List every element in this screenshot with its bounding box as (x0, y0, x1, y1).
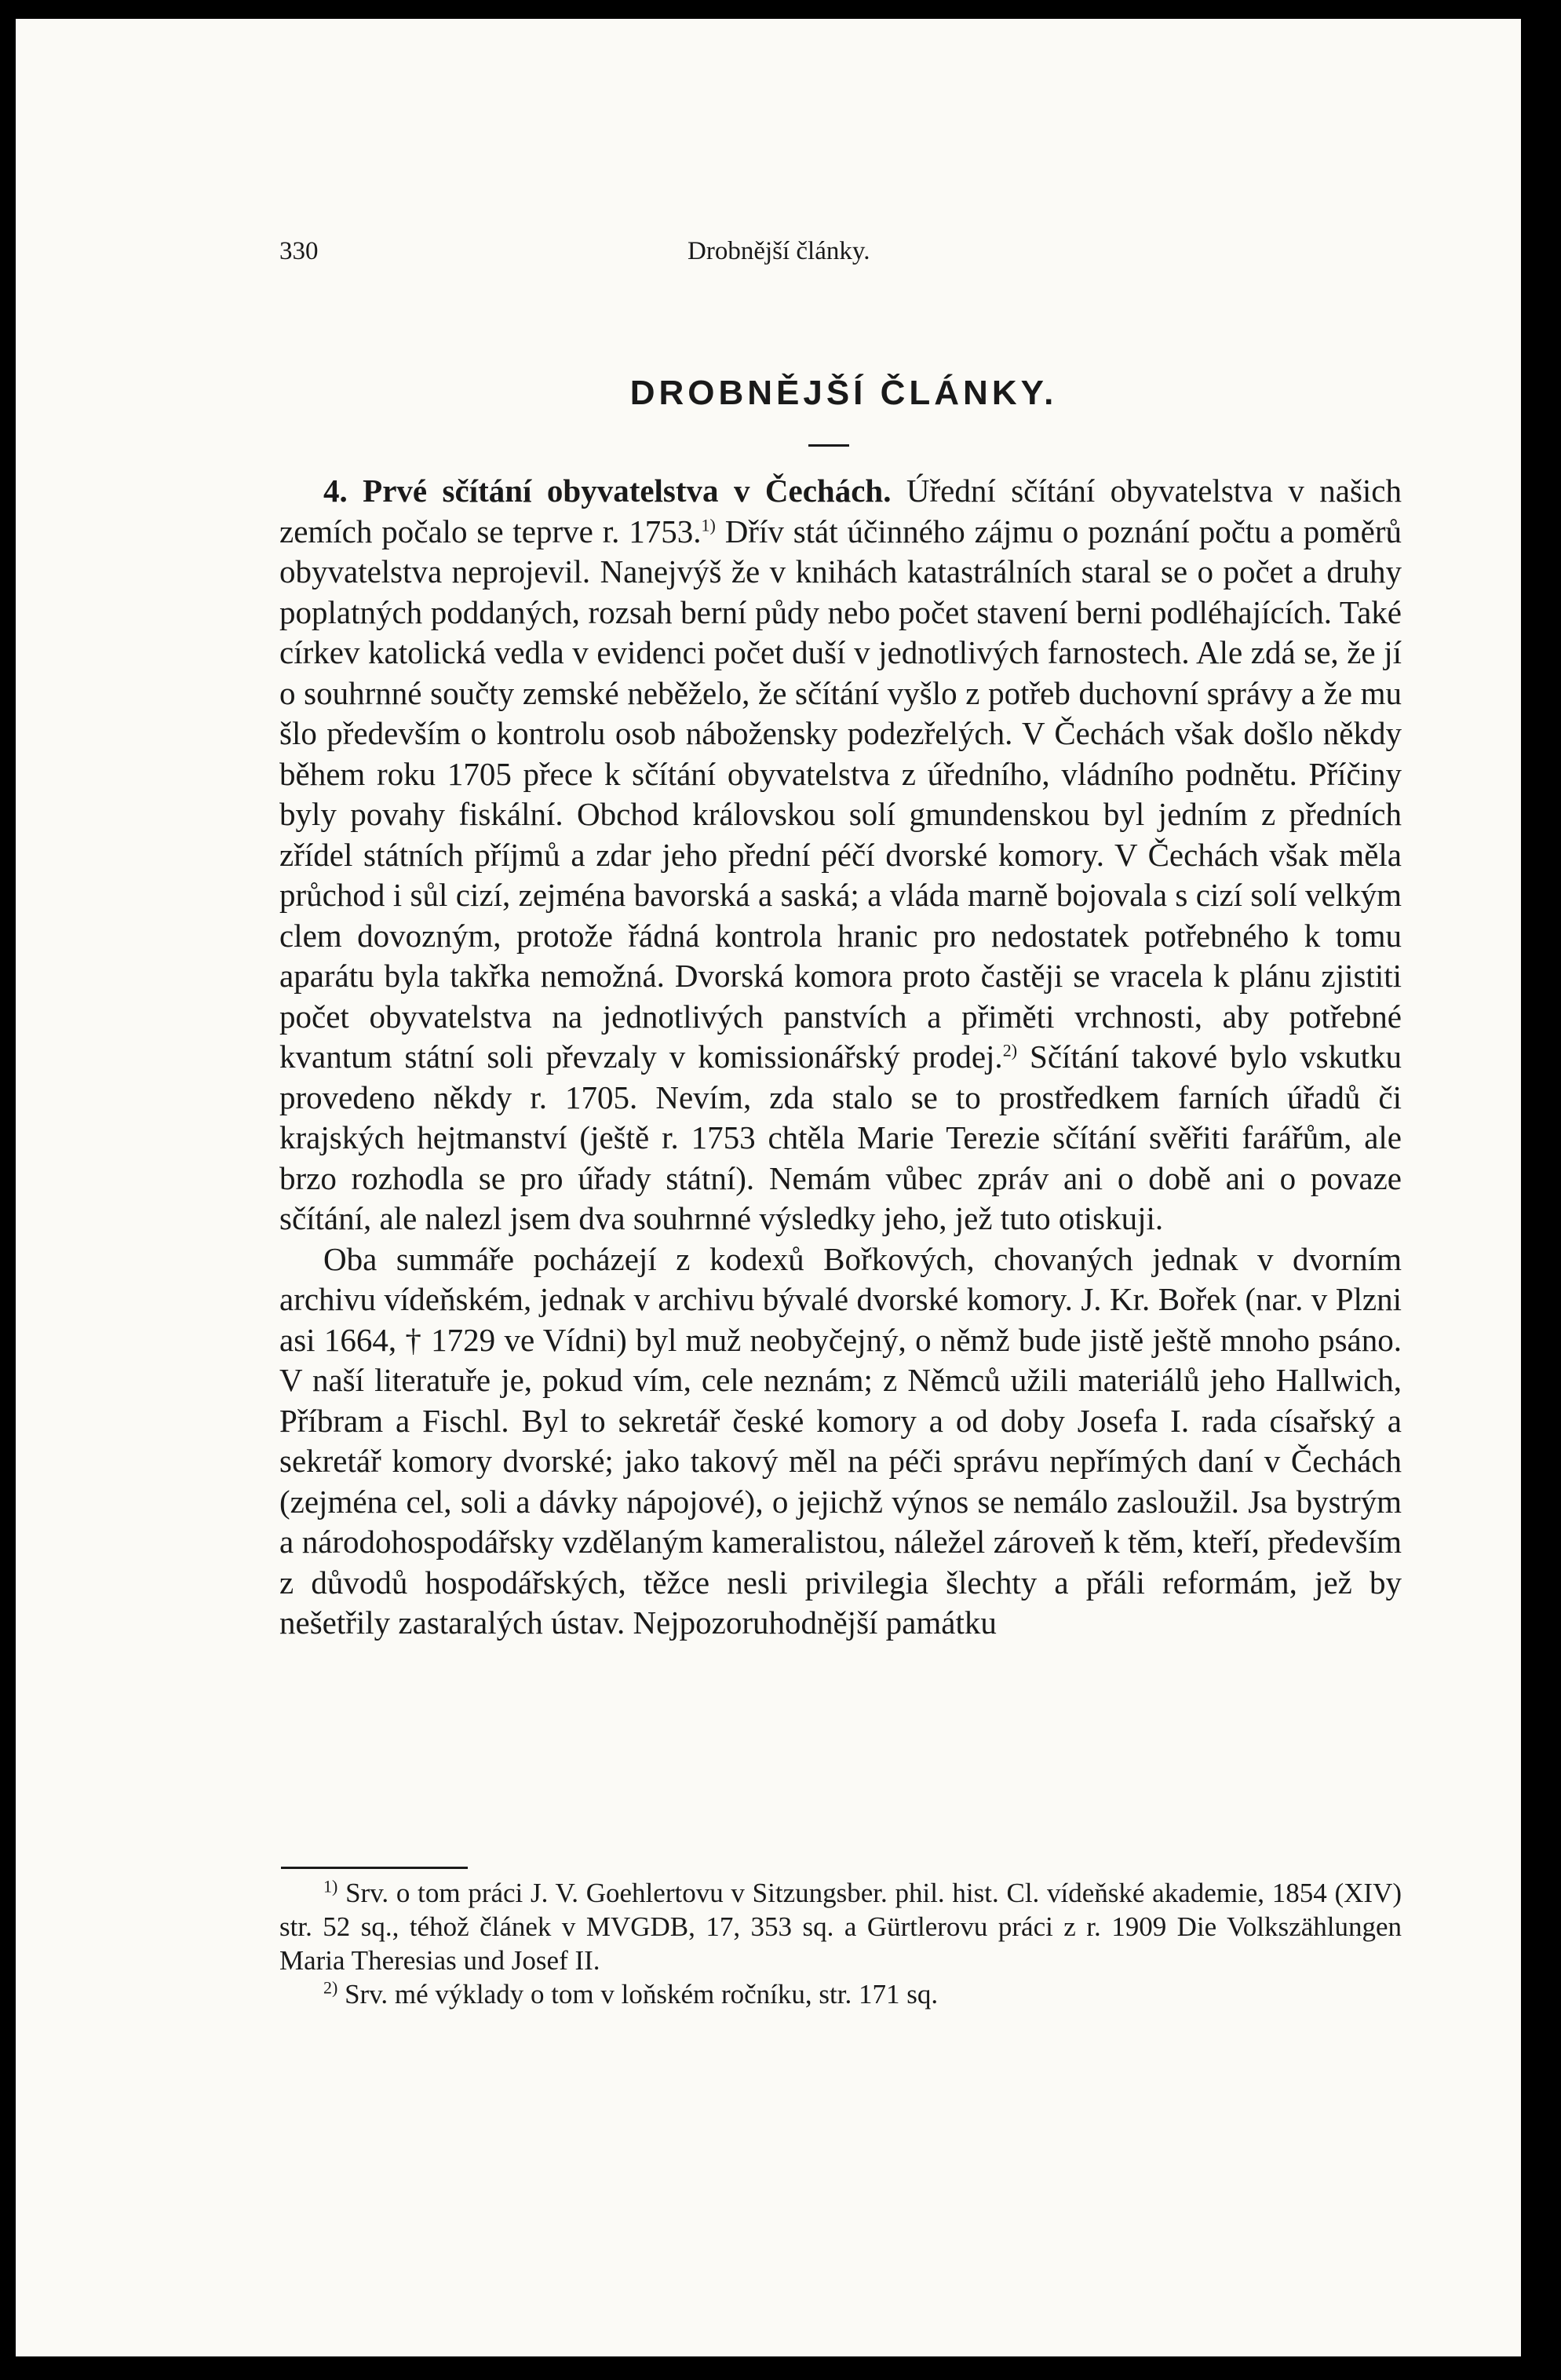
paragraph-1 (279, 471, 1402, 1239)
footnote-ref-2: 2) (1002, 1040, 1018, 1060)
article-body (279, 471, 1402, 1644)
footnote-2 (279, 1977, 1402, 2011)
paragraph-1-text-c: Sčítání takové bylo vskutku provedeno někdy r. 1705. Nevím, zda stalo se to prostředkem farních úřadů či krajských hejtmanství (ještě r. 1753 chtěla Marie Terezie sčítání svěřiti farářům, ale brzo rozhodla se pro úřady státní). Nemám vůbec zpráv ani o době ani o povaze sčítání, ale nalezl jsem dva souhrnné výsledky jeho, jež tuto otiskuji. (279, 1039, 1402, 1236)
footnote-2-text: Srv. mé výklady o tom v loňském ročníku, str. 171 sq. (345, 1979, 939, 2009)
running-head: Drobnější články. (687, 237, 870, 265)
footnote-mark-1: 1) (323, 1876, 338, 1896)
footnote-divider (281, 1867, 468, 1869)
paragraph-1-text-a: Úřední sčítání obyvatelstva v našich zemích počalo se teprve r. 1753. (279, 473, 1402, 549)
paragraph-2: Oba summáře pocházejí z kodexů Bořkových, chovaných jednak v dvorním archivu vídeňském, jednak v archivu bývalé dvorské komory. J. Kr. Bořek (nar. v Plzni asi 1664, † 1729 ve Vídni) byl muž neobyčejný, o němž bude jistě ještě mnoho psáno. V naší literatuře je, pokud vím, cele neznám; z Němců užili materiálů jeho Hallwich, Příbram a Fischl. Byl to sekretář české komory a od doby Josefa I. rada císařský a sekretář komory dvorské; jako takový měl na péči správu nepřímých daní v Čechách (zejména cel, soli a dávky nápojové), o jejichž výnos se nemálo zasloužil. Jsa bystrým a národohospodářsky vzdělaným kameralistou, náležel zároveň k těm, kteří, především z důvodů hospodářských, těžce nesli privilegia šlechty a přáli reformám, jež by nešetřily zastaralých ústav. Nejpozoruhodnější památku (279, 1240, 1402, 1641)
page-header (279, 237, 1064, 276)
footnotes (279, 1876, 1402, 2011)
footnote-1 (279, 1876, 1402, 1977)
footnote-mark-2: 2) (323, 1977, 338, 1998)
title-divider (808, 444, 849, 447)
paragraph-1-text-b: Dřív stát účinného zájmu o poznání počtu a poměrů obyvatelstva neprojevil. Nanejvýš že v knihách katastrálních staral se o počet a druhy poplatných poddaných, rozsah berní půdy nebo počet stavení berni podléhajících. Také církev katolická vedla v evidenci počet duší v jednotlivých farnostech. Ale zdá se, že jí o souhrnné součty zemské neběželo, že sčítání vyšlo z potřeb duchovní správy a že mu šlo především o kontrolu osob nábožensky podezřelých. V Čechách však došlo někdy během roku 1705 přece k sčítání obyvatelstva z úředního, vládního podnětu. Příčiny byly povahy fiskální. Obchod královskou solí gmundenskou byl jedním z předních zřídel státních příjmů a zdar jeho přední péčí dvorské komory. V Čechách však měla průchod i sůl cizí, zejména bavorská a saská; a vláda marně bojovala s cizí solí velkým clem dovozným, protože řádná kontrola hranic pro nedostatek potřebného k tomu aparátu byla takřka nemožná. Dvorská komora proto častěji se vracela k plánu zjistiti počet obyvatelstva na jednotlivých panstvích a přiměti vrchnosti, aby potřebné kvantum státní soli převzaly v komissionářský prodej. (279, 513, 1402, 1075)
article-heading: 4. Prvé sčítání obyvatelstva v Čechách. (323, 473, 892, 509)
page-number: 330 (279, 237, 319, 265)
footnote-ref-1: 1) (701, 514, 716, 535)
section-title: DROBNĚJŠÍ ČLÁNKY. (629, 374, 1058, 412)
footnote-1-text: Srv. o tom práci J. V. Goehlertovu v Sitzungsber. phil. hist. Cl. vídeňské akademie, 1854 (XIV) str. 52 sq., téhož článek v MVGDB, 17, 353 sq. a Gürtlerovu práci z r. 1909 Die Volkszählungen Maria Theresias und Josef II. (279, 1878, 1402, 1976)
